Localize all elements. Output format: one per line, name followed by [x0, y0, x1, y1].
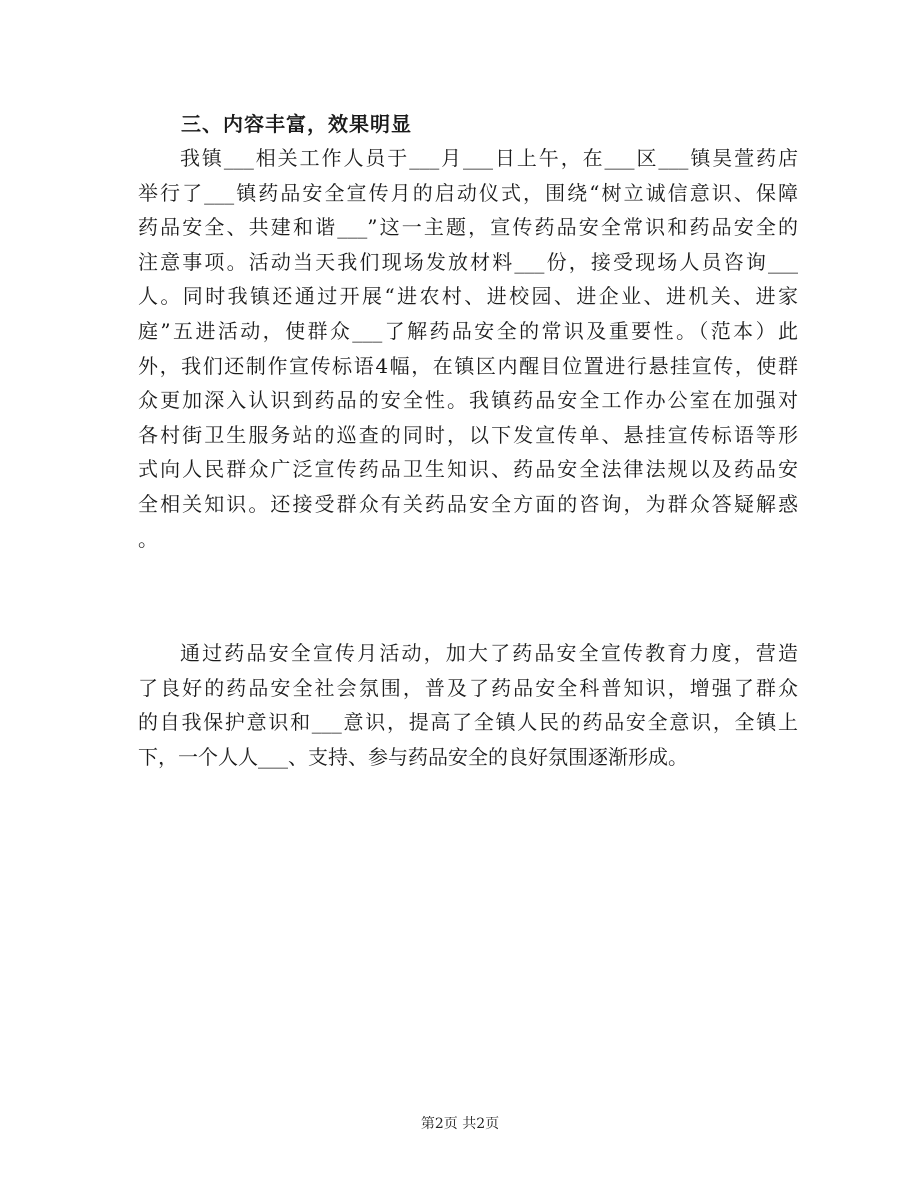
paragraph-line: 下，一个人人___、支持、参与药品安全的良好氛围逐渐形成。	[138, 744, 688, 769]
paragraph-line: 外，我们还制作宣传标语4幅，在镇区内醒目位置进行悬挂宣传，使群	[138, 353, 798, 378]
paragraph-activity-details	[138, 141, 798, 556]
paragraph-line: 众更加深入认识到药品的安全性。我镇药品安全工作办公室在加强对	[138, 388, 798, 413]
section-heading: 三、内容丰富，效果明显	[181, 112, 412, 136]
page-number-footer: 第2页 共2页	[420, 1116, 500, 1132]
paragraph-line: 各村街卫生服务站的巡查的同时，以下发宣传单、悬挂宣传标语等形	[138, 422, 798, 447]
paragraph-line: 通过药品安全宣传月活动，加大了药品安全宣传教育力度，营造	[180, 641, 798, 665]
paragraph-line: 了良好的药品安全社会氛围，普及了药品安全科普知识，增强了群众	[138, 675, 798, 700]
paragraph-line: 的自我保护意识和___意识，提高了全镇人民的药品安全意识，全镇上	[138, 710, 798, 735]
paragraph-line: 注意事项。活动当天我们现场发放材料___份，接受现场人员咨询___	[138, 249, 798, 274]
paragraph-line: 全相关知识。还接受群众有关药品安全方面的咨询，为群众答疑解惑	[138, 491, 798, 516]
paragraph-line: 药品安全、共建和谐___”这一主题，宣传药品安全常识和药品安全的	[138, 215, 798, 240]
paragraph-line: 式向人民群众广泛宣传药品卫生知识、药品安全法律法规以及药品安	[138, 457, 798, 482]
paragraph-line: 庭”五进活动，使群众___了解药品安全的常识及重要性。（范本）此	[138, 318, 798, 343]
paragraph-line: 人。同时我镇还通过开展“进农村、进校园、进企业、进机关、进家	[138, 284, 798, 309]
paragraph-line: 举行了___镇药品安全宣传月的启动仪式，围绕“树立诚信意识、保障	[138, 180, 798, 205]
paragraph-line: 我镇___相关工作人员于___月___日上午，在___区___镇昊萱药店	[180, 146, 798, 170]
paragraph-line: 。	[138, 526, 158, 551]
paragraph-summary	[138, 636, 798, 774]
